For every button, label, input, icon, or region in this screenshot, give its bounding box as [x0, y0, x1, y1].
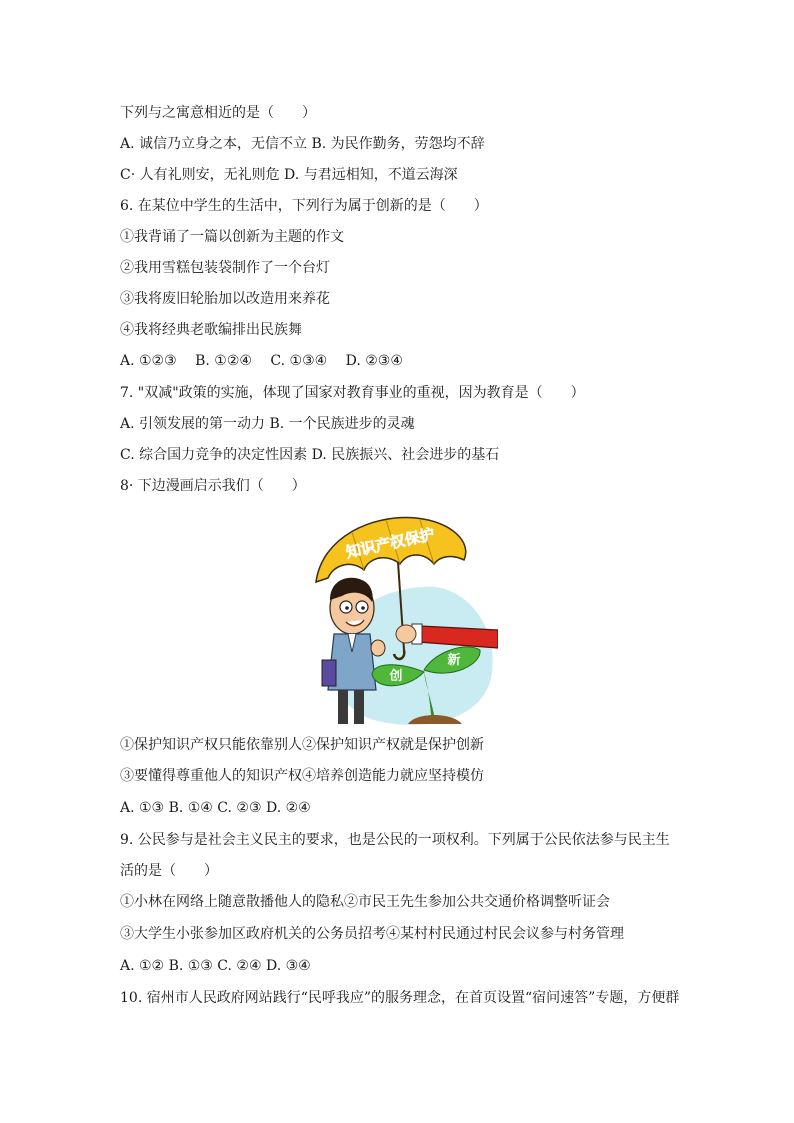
question-9-options: A. ①② B. ①③ C. ②④ D. ③④	[120, 958, 311, 974]
question-10-stem: 10. 宿州市人民政府网站践行“民呼我应”的服务理念，在首页设置“宿问速答”专题，方便群	[120, 990, 680, 1006]
question-9-items-12: ①小林在网络上随意散播他人的隐私②市民王先生参加公共交通价格调整听证会	[120, 894, 610, 910]
question-7-options-ab: A. 引领发展的第一动力 B. 一个民族进步的灵魂	[120, 416, 415, 432]
question-6-item-2: ②我用雪糕包装袋制作了一个台灯	[120, 260, 330, 276]
question-6-item-1: ①我背诵了一篇以创新为主题的作文	[120, 229, 344, 245]
question-6-options: A. ①②③ B. ①②④ C. ①③④ D. ②③④	[120, 353, 403, 369]
question-9-items-34: ③大学生小张参加区政府机关的公务员招考④某村村民通过村民会议参与村务管理	[120, 926, 624, 942]
svg-text:创: 创	[389, 669, 403, 684]
ip-protection-cartoon	[312, 512, 498, 730]
question-9-stem-cont: 活的是（ ）	[120, 863, 218, 879]
question-5-stem: 下列与之寓意相近的是（ ）	[120, 105, 316, 121]
question-6-item-4: ④我将经典老歌编排出民族舞	[120, 322, 302, 338]
question-5-options-ab: A. 诚信乃立身之本，无信不立 B. 为民作勤务，劳怨均不辞	[120, 136, 485, 152]
hand	[396, 625, 416, 643]
question-8-stem: 8· 下边漫画启示我们（ ）	[120, 478, 306, 494]
svg-text:知识产权保护: 知识产权保护	[344, 525, 437, 562]
question-8-items-34: ③要懂得尊重他人的知识产权④培养创造能力就应坚持模仿	[120, 768, 484, 784]
question-6-stem: 6. 在某位中学生的生活中，下列行为属于创新的是（ ）	[120, 198, 488, 214]
question-8-items-12: ①保护知识产权只能依靠别人②保护知识产权就是保护创新	[120, 737, 484, 753]
question-9-stem: 9. 公民参与是社会主义民主的要求，也是公民的一项权利。下列属于公民依法参与民主生	[120, 832, 670, 848]
svg-text:新: 新	[447, 653, 461, 668]
question-7-stem: 7. "双减"政策的实施，体现了国家对教育事业的重视，因为教育是（ ）	[120, 385, 585, 401]
question-5-options-cd: C· 人有礼则安，无礼则危 D. 与君远相知，不道云海深	[120, 167, 458, 183]
question-6-item-3: ③我将废旧轮胎加以改造用来养花	[120, 291, 330, 307]
question-7-options-cd: C. 综合国力竞争的决定性因素 D. 民族振兴、社会进步的基石	[120, 447, 500, 463]
question-8-options: A. ①③ B. ①④ C. ②③ D. ②④	[120, 800, 311, 816]
